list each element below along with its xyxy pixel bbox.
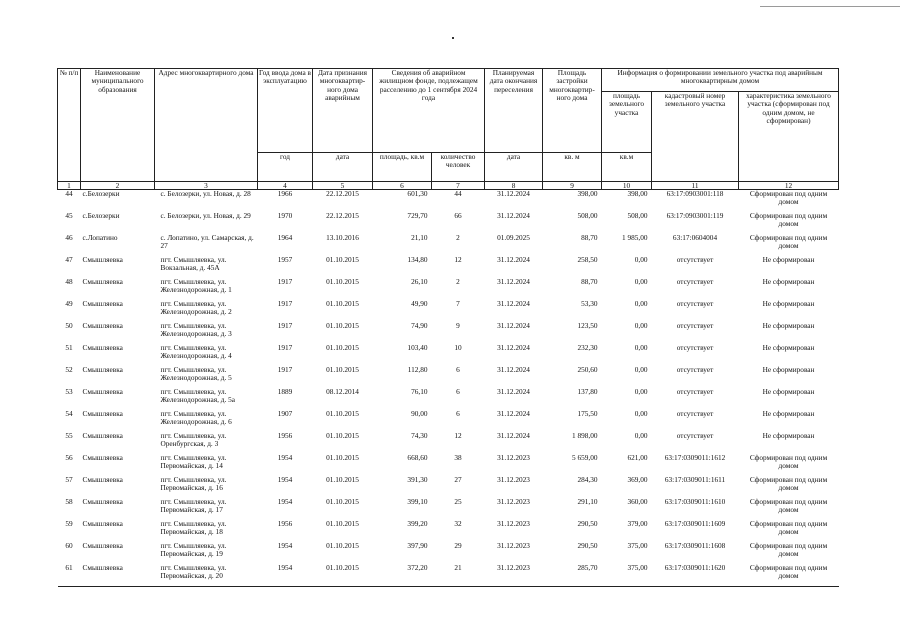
cell-land-area: 360,00 [627, 498, 648, 506]
cell-area: 391,30 [407, 476, 428, 484]
table-row [58, 520, 839, 542]
cell-built-area: 175,50 [577, 410, 598, 418]
cell-characteristic: Сформирован под одним домом [749, 454, 828, 471]
column-number: 12 [739, 182, 839, 190]
cell-num: 58 [65, 498, 73, 506]
cell-planned-end: 31.12.2023 [497, 520, 530, 528]
unit-area: площадь, кв.м [373, 153, 432, 182]
cell-planned-end: 31.12.2024 [497, 300, 530, 308]
cell-characteristic: Не сформирован [762, 278, 815, 286]
cell-municipality: Смышляевка [82, 542, 123, 550]
cell-num: 49 [65, 300, 73, 308]
cell-people: 12 [454, 256, 462, 264]
cell-planned-end: 31.12.2024 [497, 322, 530, 330]
table-row [58, 190, 839, 213]
cell-num: 47 [65, 256, 73, 264]
cell-year: 1956 [277, 520, 293, 528]
cell-year: 1954 [277, 476, 293, 484]
cell-people: 6 [456, 366, 460, 374]
cell-characteristic: Не сформирован [762, 256, 815, 264]
cell-municipality: Смышляевка [82, 498, 123, 506]
cell-municipality: Смышляевка [82, 366, 123, 374]
cell-people: 66 [454, 212, 462, 220]
cell-address: пгт. Смышляевка, ул. Железнодорожная, д. 3 [160, 322, 232, 339]
cell-date-emergency: 13.10.2016 [326, 234, 359, 242]
cell-area: 399,10 [407, 498, 428, 506]
cell-num: 51 [65, 344, 73, 352]
cell-date-emergency: 01.10.2015 [326, 410, 359, 418]
cell-municipality: Смышляевка [82, 476, 123, 484]
cell-people: 44 [454, 189, 462, 198]
cell-land-area: 375,00 [602, 564, 652, 587]
cell-cadastral: отсутствует [676, 388, 714, 396]
cell-num: 53 [65, 388, 73, 396]
cell-built-area: 291,10 [577, 498, 598, 506]
cell-built-area: 137,80 [577, 388, 598, 396]
cell-date-emergency: 01.10.2015 [326, 476, 359, 484]
cell-cadastral: отсутствует [676, 410, 714, 418]
table-row [58, 432, 839, 454]
cell-planned-end: 31.12.2024 [497, 278, 530, 286]
cell-year: 1917 [277, 322, 293, 330]
cell-planned-end: 31.12.2024 [497, 388, 530, 396]
cell-built-area: 5 659,00 [571, 454, 598, 462]
cell-municipality: Смышляевка [82, 432, 123, 440]
cell-built-area: 258,50 [577, 256, 598, 264]
cell-municipality: Смышляевка [82, 300, 123, 308]
column-number: 5 [313, 182, 373, 190]
cell-municipality: Смышляевка [82, 322, 123, 330]
cell-land-area: 508,00 [627, 212, 648, 220]
cell-characteristic: Не сформирован [762, 410, 815, 418]
cell-land-area: 398,00 [627, 189, 648, 198]
cell-date-emergency: 01.10.2015 [326, 256, 359, 264]
cell-built-area: 398,00 [577, 189, 598, 198]
cell-built-area: 285,70 [543, 564, 602, 587]
cell-municipality: с.Белозерки [82, 212, 120, 220]
cell-address: пгт. Смышляевка, ул. Первомайская, д. 14 [160, 454, 227, 471]
cell-address: с. Белозерки, ул. Новая, д. 29 [160, 212, 251, 220]
cell-municipality: Смышляевка [82, 520, 123, 528]
header-municipality: Наименование муниципального образования [81, 69, 155, 182]
cell-planned-end: 31.12.2024 [497, 410, 530, 418]
cell-municipality: с.Лопатино [82, 234, 118, 242]
cell-year: 1964 [277, 234, 293, 242]
cell-cadastral: отсутствует [676, 432, 714, 440]
table-row [58, 344, 839, 366]
cell-date-emergency: 01.10.2015 [326, 454, 359, 462]
column-numbers-row [58, 182, 839, 190]
cell-num: 61 [58, 564, 81, 587]
cell-year: 1917 [277, 344, 293, 352]
cell-planned-end: 31.12.2024 [497, 432, 530, 440]
cell-municipality: Смышляевка [82, 410, 123, 418]
cell-date-emergency: 01.10.2015 [326, 520, 359, 528]
cell-num: 45 [65, 212, 73, 220]
cell-characteristic: Не сформирован [762, 344, 815, 352]
cell-area: 26,10 [411, 278, 428, 286]
cell-year: 1917 [277, 300, 293, 308]
cell-area: 601,30 [407, 189, 428, 198]
cell-built-area: 123,50 [577, 322, 598, 330]
emergency-housing-table-sheet [57, 68, 838, 587]
unit-date2: дата [485, 153, 543, 182]
cell-year: 1954 [258, 564, 313, 587]
cell-date-emergency: 01.10.2015 [326, 542, 359, 550]
header-cadastral: кадастровый номер земельного участка [652, 92, 739, 182]
cell-address: пгт. Смышляевка, ул. Железнодорожная, д. 2 [160, 300, 232, 317]
cell-year: 1954 [277, 454, 293, 462]
cell-land-area: 0,00 [634, 432, 648, 440]
column-number: 10 [602, 182, 652, 190]
cell-address: пгт. Смышляевка, ул. Железнодорожная, д. 5 [160, 366, 232, 383]
cell-municipality: Смышляевка [82, 454, 123, 462]
cell-cadastral: 63:17:0309011:1620 [652, 564, 739, 587]
cell-people: 32 [454, 520, 462, 528]
cell-address: пгт. Смышляевка, ул. Первомайская, д. 20 [155, 564, 258, 587]
cell-people: 6 [456, 388, 460, 396]
cell-cadastral: 63:17:0309011:1611 [664, 476, 726, 484]
cell-cadastral: 63:17:0903001:118 [666, 189, 724, 198]
cell-date-emergency: 01.10.2015 [326, 278, 359, 286]
cell-cadastral: отсутствует [676, 300, 714, 308]
column-number: 7 [432, 182, 485, 190]
cell-area: 76,10 [411, 388, 428, 396]
table-row [58, 476, 839, 498]
header-year: Год ввода дома в эксплуатацию [258, 69, 313, 153]
cell-cadastral: 63:17:0309011:1610 [664, 498, 726, 506]
cell-area: 74,90 [411, 322, 428, 330]
cell-people: 10 [454, 344, 462, 352]
header-characteristic: характеристика земельного участка (сформирован под одним домом, не сформирован) [739, 92, 839, 182]
cell-planned-end: 31.12.2023 [485, 564, 543, 587]
cell-characteristic: Сформирован под одним домом [749, 520, 828, 537]
cell-year: 1889 [277, 388, 293, 396]
cell-date-emergency: 01.10.2015 [326, 322, 359, 330]
cell-land-area: 0,00 [634, 344, 648, 352]
cell-date-emergency: 01.10.2015 [326, 366, 359, 374]
cell-year: 1966 [277, 189, 293, 198]
unit-date: дата [313, 153, 373, 182]
cell-planned-end: 31.12.2024 [497, 212, 530, 220]
unit-sqm2: кв.м [602, 153, 652, 182]
cell-date-emergency: 01.10.2015 [326, 432, 359, 440]
cell-cadastral: 63:17:0903001:119 [666, 212, 724, 220]
cell-characteristic: Не сформирован [762, 432, 815, 440]
table-row [58, 498, 839, 520]
unit-people: количество человек [432, 153, 485, 182]
column-number: 6 [373, 182, 432, 190]
cell-characteristic: Сформирован под одним домом [749, 189, 828, 207]
column-number: 4 [258, 182, 313, 190]
table-row [58, 454, 839, 476]
unit-sqm: кв. м [543, 153, 602, 182]
cell-land-area: 1 985,00 [621, 234, 648, 242]
cell-people: 2 [456, 234, 460, 242]
cell-cadastral: отсутствует [676, 344, 714, 352]
cell-characteristic: Не сформирован [762, 366, 815, 374]
cell-num: 59 [65, 520, 73, 528]
cell-built-area: 290,50 [577, 542, 598, 550]
cell-planned-end: 31.12.2024 [497, 256, 530, 264]
cell-address: пгт. Смышляевка, ул. Железнодорожная, д. 5а [160, 388, 236, 405]
cell-built-area: 88,70 [581, 278, 598, 286]
cell-built-area: 284,30 [577, 476, 598, 484]
cell-planned-end: 31.12.2023 [497, 454, 530, 462]
cell-area: 49,90 [411, 300, 428, 308]
cell-date-emergency: 22.12.2015 [326, 212, 359, 220]
cell-planned-end: 31.12.2024 [497, 366, 530, 374]
cell-cadastral: отсутствует [676, 278, 714, 286]
table-row [58, 256, 839, 278]
cell-num: 46 [65, 234, 73, 242]
cell-planned-end: 01.09.2025 [497, 234, 530, 242]
column-number: 11 [652, 182, 739, 190]
cell-land-area: 369,00 [627, 476, 648, 484]
cell-num: 52 [65, 366, 73, 374]
header-date-emergency: Дата признания многоквартир-ного дома аварийным [313, 69, 373, 153]
cell-characteristic: Сформирован под одним домом [749, 476, 828, 493]
cell-municipality: Смышляевка [82, 278, 123, 286]
cell-address: пгт. Смышляевка, ул. Железнодорожная, д. 1 [160, 278, 232, 295]
cell-area: 103,40 [407, 344, 428, 352]
table-row [58, 564, 839, 587]
cell-land-area: 0,00 [634, 256, 648, 264]
top-rule [760, 6, 900, 7]
cell-address: пгт. Смышляевка, ул. Первомайская, д. 16 [160, 476, 227, 493]
header-planned-end: Планируемая дата окончания переселения [485, 69, 543, 153]
cell-cadastral: отсутствует [676, 366, 714, 374]
cell-land-area: 0,00 [634, 300, 648, 308]
cell-built-area: 290,50 [577, 520, 598, 528]
cell-planned-end: 31.12.2024 [497, 344, 530, 352]
table-row [58, 278, 839, 300]
cell-characteristic: Не сформирован [762, 300, 815, 308]
cell-characteristic: Сформирован под одним домом [749, 234, 828, 251]
column-number: 2 [81, 182, 155, 190]
cell-built-area: 508,00 [577, 212, 598, 220]
table-row [58, 234, 839, 256]
cell-planned-end: 31.12.2023 [497, 542, 530, 550]
cell-built-area: 88,70 [581, 234, 598, 242]
cell-municipality: Смышляевка [82, 256, 123, 264]
header-info-emergency: Сведения об аварийном жилищном фонде, подлежащем расселению до 1 сентября 2024 года [373, 69, 485, 153]
cell-area: 397,90 [407, 542, 428, 550]
header-num: № п/п [58, 69, 81, 182]
cell-people: 2 [456, 278, 460, 286]
cell-area: 90,00 [411, 410, 428, 418]
cell-area: 74,30 [411, 432, 428, 440]
cell-num: 55 [65, 432, 73, 440]
cell-people: 25 [454, 498, 462, 506]
cell-year: 1954 [277, 542, 293, 550]
cell-year: 1956 [277, 432, 293, 440]
cell-people: 21 [432, 564, 485, 587]
cell-land-area: 0,00 [634, 322, 648, 330]
cell-area: 668,60 [407, 454, 428, 462]
unit-year: год [258, 153, 313, 182]
header-built-area: Площадь застройки многоквартир-ного дома [543, 69, 602, 153]
cell-built-area: 232,30 [577, 344, 598, 352]
cell-address: с. Белозерки, ул. Новая, д. 28 [160, 189, 251, 198]
column-number: 9 [543, 182, 602, 190]
cell-year: 1957 [277, 256, 293, 264]
cell-land-area: 0,00 [634, 366, 648, 374]
cell-num: 60 [65, 542, 73, 550]
cell-cadastral: 63:17:0309011:1612 [664, 454, 726, 462]
cell-characteristic: Не сформирован [762, 322, 815, 330]
cell-cadastral: отсутствует [676, 322, 714, 330]
table-row [58, 366, 839, 388]
cell-address: пгт. Смышляевка, ул. Первомайская, д. 17 [160, 498, 227, 515]
table-row [58, 322, 839, 344]
cell-cadastral: 63:17:0309011:1609 [664, 520, 726, 528]
header-land-area: площадь земельного участка [602, 92, 652, 153]
column-number: 3 [155, 182, 258, 190]
cell-built-area: 250,60 [577, 366, 598, 374]
cell-year: 1917 [277, 366, 293, 374]
cell-year: 1907 [277, 410, 293, 418]
cell-date-emergency: 01.10.2015 [326, 344, 359, 352]
cell-municipality: Смышляевка [82, 388, 123, 396]
cell-land-area: 621,00 [627, 454, 648, 462]
cell-characteristic: Сформирован под одним домом [749, 542, 828, 559]
cell-address: с. Лопатино, ул. Самарская, д. 27 [160, 234, 254, 251]
cell-planned-end: 31.12.2024 [497, 189, 530, 198]
cell-date-emergency: 01.10.2015 [326, 498, 359, 506]
table-row [58, 388, 839, 410]
cell-address: пгт. Смышляевка, ул. Первомайская, д. 18 [160, 520, 227, 537]
cell-area: 372,20 [373, 564, 432, 587]
header-land-info: Информация о формировании земельного участка под аварийным многоквартирным домом [602, 69, 839, 92]
table-row [58, 542, 839, 564]
cell-land-area: 0,00 [634, 388, 648, 396]
cell-characteristic: Сформирован под одним домом [749, 212, 828, 229]
cell-municipality: с.Белозерки [82, 189, 120, 198]
column-number: 8 [485, 182, 543, 190]
cell-address: пгт. Смышляевка, ул. Железнодорожная, д. 6 [160, 410, 232, 427]
table-row [58, 212, 839, 234]
cell-area: 729,70 [407, 212, 428, 220]
table-body [58, 190, 839, 587]
cell-year: 1917 [277, 278, 293, 286]
cell-date-emergency: 01.10.2015 [326, 300, 359, 308]
cell-cadastral: отсутствует [676, 256, 714, 264]
cell-date-emergency: 22.12.2015 [326, 189, 359, 198]
cell-characteristic: Сформирован под одним домом [749, 498, 828, 515]
cell-people: 6 [456, 410, 460, 418]
cell-address: пгт. Смышляевка, ул. Оренбургская, д. 3 [160, 432, 227, 449]
cell-municipality: Смышляевка [81, 564, 155, 587]
cell-people: 29 [454, 542, 462, 550]
cell-built-area: 1 898,00 [571, 432, 598, 440]
cell-people: 27 [454, 476, 462, 484]
cell-people: 9 [456, 322, 460, 330]
cell-num: 48 [65, 278, 73, 286]
header-address: Адрес многоквартирного дома [155, 69, 258, 182]
cell-year: 1970 [277, 212, 293, 220]
column-number: 1 [58, 182, 81, 190]
emergency-housing-table [57, 68, 839, 587]
table-row [58, 300, 839, 322]
cell-cadastral: 63:17:0604004 [672, 234, 718, 242]
cell-cadastral: 63:17:0309011:1608 [664, 542, 726, 550]
cell-planned-end: 31.12.2023 [497, 498, 530, 506]
cell-land-area: 0,00 [634, 278, 648, 286]
table-row [58, 410, 839, 432]
cell-area: 21,10 [411, 234, 428, 242]
cell-num: 50 [65, 322, 73, 330]
cell-planned-end: 31.12.2023 [497, 476, 530, 484]
cell-area: 399,20 [407, 520, 428, 528]
cell-date-emergency: 08.12.2014 [326, 388, 359, 396]
cell-characteristic: Сформирован под одним домом [739, 564, 839, 587]
cell-address: пгт. Смышляевка, ул. Первомайская, д. 19 [160, 542, 227, 559]
cell-characteristic: Не сформирован [762, 388, 815, 396]
cell-land-area: 379,00 [627, 520, 648, 528]
cell-num: 54 [65, 410, 73, 418]
cell-date-emergency: 01.10.2015 [313, 564, 373, 587]
cell-people: 12 [454, 432, 462, 440]
cell-area: 112,80 [407, 366, 428, 374]
cell-municipality: Смышляевка [82, 344, 123, 352]
cell-people: 7 [456, 300, 460, 308]
cell-address: пгт. Смышляевка, ул. Вокзальная, д. 45А [160, 256, 227, 273]
cell-built-area: 53,30 [581, 300, 598, 308]
cell-num: 57 [65, 476, 73, 484]
scan-dot [452, 37, 454, 39]
cell-year: 1954 [277, 498, 293, 506]
cell-area: 134,80 [407, 256, 428, 264]
cell-num: 56 [65, 454, 73, 462]
cell-num: 44 [65, 189, 73, 198]
cell-people: 38 [454, 454, 462, 462]
cell-land-area: 0,00 [634, 410, 648, 418]
cell-land-area: 375,00 [627, 542, 648, 550]
cell-address: пгт. Смышляевка, ул. Железнодорожная, д. 4 [160, 344, 232, 361]
